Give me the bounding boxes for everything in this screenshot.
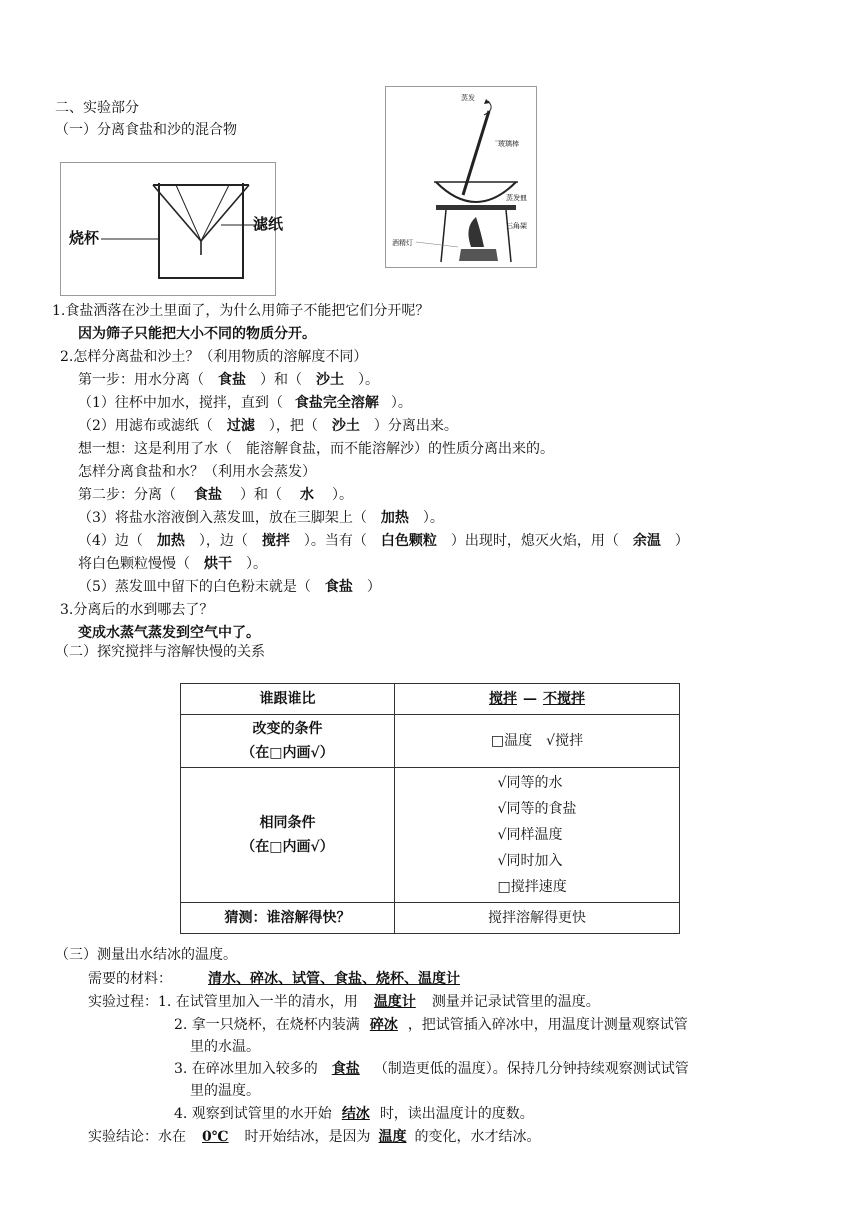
question-1: 1.食盐洒落在沙土里面了，为什么用筛子不能把它们分开呢？ [52, 303, 430, 319]
filter-figure [60, 162, 284, 296]
table-cell: 猜测：谁溶解得快？ [181, 903, 395, 934]
materials: 需要的材料： 清水、碎冰、试管、食盐、烧杯、温度计 [88, 971, 460, 987]
table-row [181, 684, 680, 715]
part3-title: （三）测量出水结冰的温度。 [55, 947, 237, 963]
glass-rod-label: 玻璃棒 [498, 140, 519, 148]
evaporation-figure [385, 86, 537, 268]
step-2-4-cont: 将白色颗粒慢慢（ 烘干 ）。 [78, 556, 267, 572]
table-cell [395, 768, 680, 903]
table-cell: 谁跟谁比 [181, 684, 395, 715]
process-4: 4. 观察到试管里的水开始 结冰 时，读出温度计的度数。 [174, 1106, 534, 1122]
table-cell: 相同条件 （在□内画√） [181, 768, 395, 903]
step-1: 第一步：用水分离（ 食盐 ）和（ 沙土 ）。 [78, 372, 379, 388]
answer-1: 因为筛子只能把大小不同的物质分开。 [78, 326, 316, 342]
step-2-4: （4）边（ 加热 ），边（ 搅拌 ）。当有（ 白色颗粒 ）出现时，熄灭火焰，用（ 余温 ） [78, 533, 689, 549]
step-2-3: （3）将盐水溶液倒入蒸发皿，放在三脚架上（ 加热 ）。 [78, 510, 444, 526]
process-2-cont: 里的水温。 [190, 1039, 260, 1055]
process-2: 2. 拿一只烧杯，在烧杯内装满 碎冰 ，把试管插入碎冰中，用温度计测量观察试管 [174, 1017, 688, 1033]
tripod-label: 三角架 [506, 222, 527, 230]
answer-3: 变成水蒸气蒸发到空气中了。 [78, 625, 260, 641]
question-2: 2.怎样分离盐和沙土？（利用物质的溶解度不同） [60, 349, 368, 365]
conclusion: 实验结论：水在 0℃ 时开始结冰，是因为 温度 的变化，水才结冰。 [88, 1129, 541, 1145]
part2-title: （二）探究搅拌与溶解快慢的关系 [55, 644, 265, 660]
evaporating-dish-label: 蒸发皿 [506, 194, 527, 202]
part1-title: （一）分离食盐和沙的混合物 [55, 122, 237, 138]
list-item: √同等的食盐 [497, 801, 577, 817]
step-1-1: （1）往杯中加水，搅拌，直到（ 食盐完全溶解 ）。 [78, 395, 412, 411]
beaker-label: 烧杯 [69, 229, 100, 247]
how-question: 怎样分离食盐和水？（利用水会蒸发） [78, 464, 316, 480]
list-item: □搅拌速度 [497, 879, 567, 895]
step-1-2: （2）用滤布或滤纸（ 过滤 ），把（ 沙土 ）分离出来。 [78, 418, 458, 434]
list-item: √同等的水 [497, 775, 563, 791]
step-2-5: （5）蒸发皿中留下的白色粉末就是（ 食盐 ） [78, 579, 381, 595]
table-cell: □温度 √搅拌 [395, 715, 680, 768]
process-3: 3. 在碎冰里加入较多的 食盐 （制造更低的温度）。保持几分钟持续观察测试试管 [174, 1061, 689, 1077]
table-cell: 改变的条件 （在□内画√） [181, 715, 395, 768]
question-3: 3.分离后的水到哪去了？ [60, 602, 214, 618]
alcohol-lamp-label: 酒精灯 [392, 239, 413, 247]
list-item: √同时加入 [497, 853, 563, 869]
think-note: 想一想：这是利用了水（ 能溶解食盐，而不能溶解沙）的性质分离出来的。 [78, 441, 554, 457]
table-row [181, 903, 680, 934]
table-cell: 搅拌 — 不搅拌 [395, 684, 680, 715]
filter-paper-label: 滤纸 [253, 215, 284, 233]
table-row [181, 715, 680, 768]
process-3-cont: 里的温度。 [190, 1083, 260, 1099]
table-cell: 搅拌溶解得更快 [395, 903, 680, 934]
section-title: 二、实验部分 [55, 100, 139, 116]
table-row [181, 768, 680, 903]
list-item: √同样温度 [497, 827, 563, 843]
process-1: 实验过程：1. 在试管里加入一半的清水，用 温度计 测量并记录试管里的温度。 [88, 994, 600, 1010]
evaporation-label: 蒸发 [461, 94, 475, 102]
step-2: 第二步：分离（ 食盐 ）和（ 水 ）。 [78, 487, 353, 503]
comparison-table [180, 683, 680, 934]
